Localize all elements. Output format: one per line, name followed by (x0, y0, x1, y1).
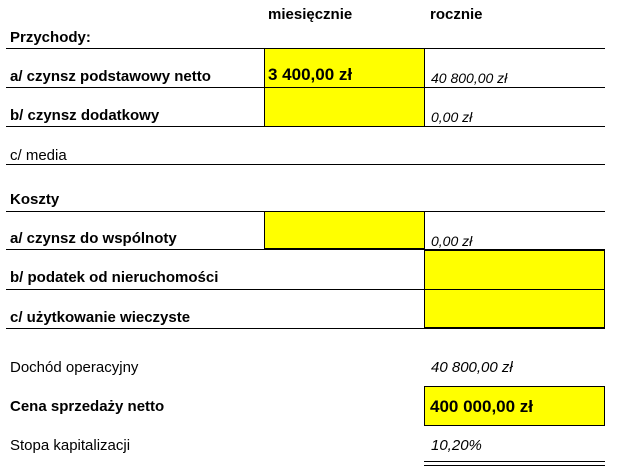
row-divider (6, 164, 605, 165)
perpetual-usufruct-yearly-cell[interactable] (424, 289, 605, 328)
property-tax-label: b/ podatek od nieruchomości (10, 269, 219, 286)
row-divider (6, 48, 605, 49)
base-rent-yearly-value: 40 800,00 zł (431, 70, 508, 86)
cap-rate-label: Stopa kapitalizacji (10, 437, 131, 454)
community-rent-monthly-cell[interactable] (264, 211, 425, 249)
double-underline (424, 465, 605, 466)
cap-rate-value: 10,20% (431, 437, 482, 454)
additional-rent-yearly-value: 0,00 zł (431, 109, 473, 125)
row-divider (6, 211, 605, 212)
column-header-yearly: rocznie (430, 6, 483, 23)
row-divider (6, 126, 605, 127)
additional-rent-monthly-cell[interactable] (264, 87, 425, 127)
row-divider (6, 289, 605, 290)
double-underline (424, 461, 605, 462)
base-rent-label: a/ czynsz podstawowy netto (10, 68, 211, 85)
operating-income-label: Dochód operacyjny (10, 359, 139, 376)
base-rent-monthly-value: 3 400,00 zł (268, 65, 353, 84)
net-sale-price-label: Cena sprzedaży netto (10, 398, 165, 415)
column-header-monthly: miesięcznie (268, 6, 353, 23)
row-divider (6, 249, 605, 250)
net-sale-price-value: 400 000,00 zł (430, 397, 534, 416)
media-label: c/ media (10, 147, 67, 164)
row-divider (6, 328, 605, 329)
community-rent-label: a/ czynsz do wspólnoty (10, 230, 177, 247)
costs-section-label: Koszty (10, 191, 60, 208)
perpetual-usufruct-label: c/ użytkowanie wieczyste (10, 309, 191, 326)
additional-rent-label: b/ czynsz dodatkowy (10, 107, 160, 124)
income-section-label: Przychody: (10, 29, 91, 46)
operating-income-value: 40 800,00 zł (431, 359, 513, 376)
property-tax-yearly-cell[interactable] (424, 250, 605, 290)
row-divider (6, 87, 605, 88)
community-rent-yearly-value: 0,00 zł (431, 233, 473, 249)
